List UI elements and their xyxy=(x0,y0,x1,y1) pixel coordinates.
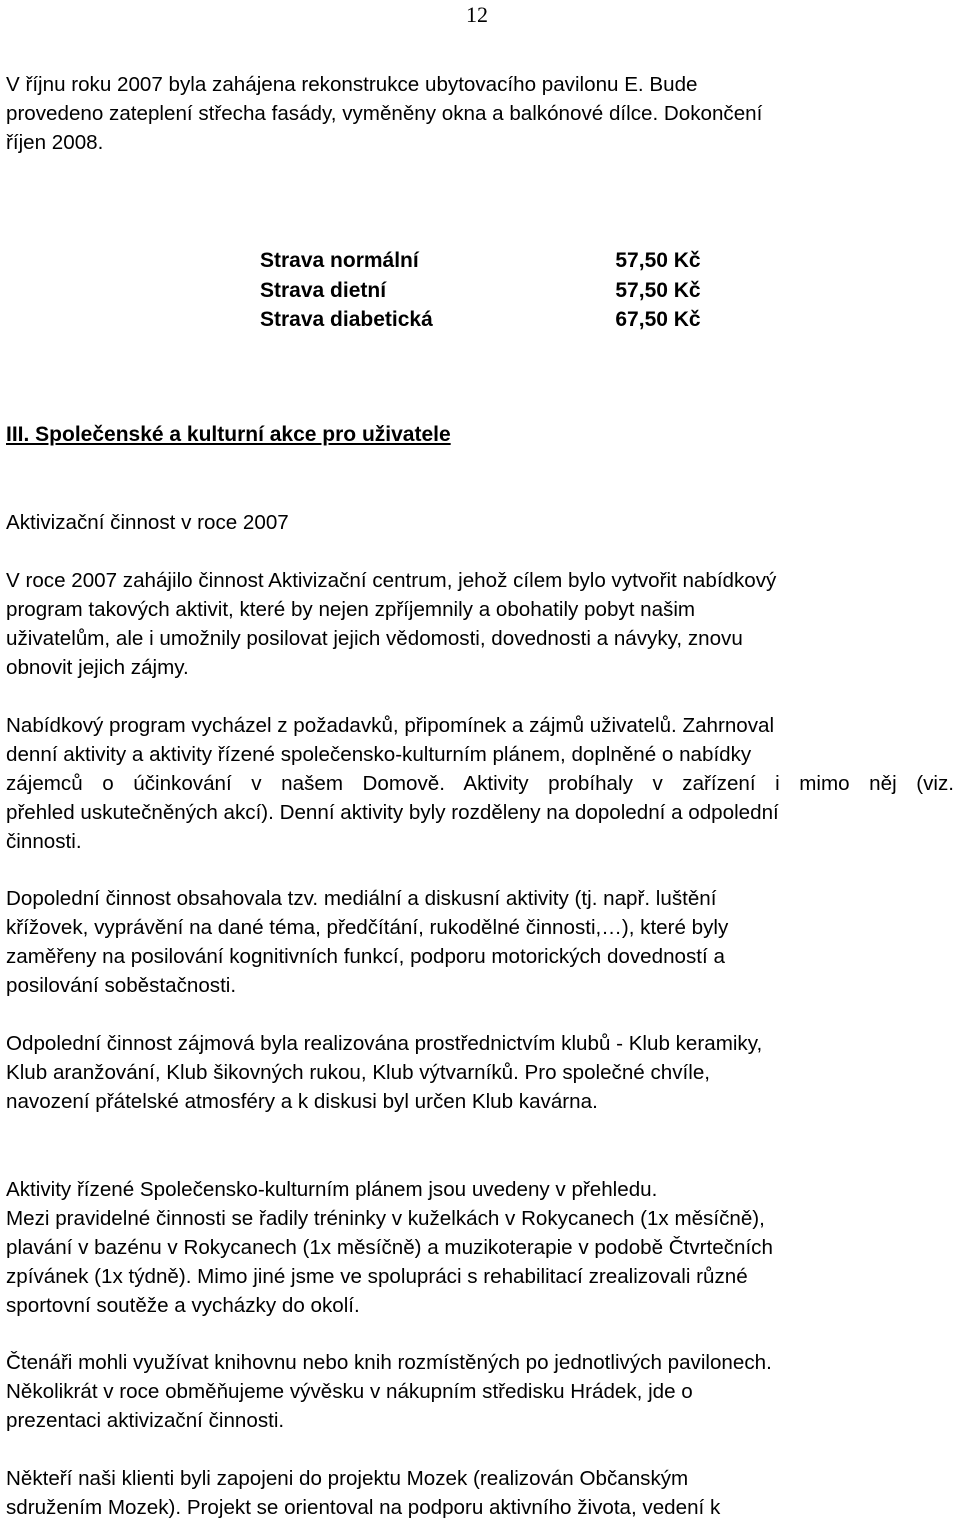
text-line: Klub aranžování, Klub šikovných rukou, Klub výtvarníků. Pro společné chvíle, xyxy=(6,1061,710,1084)
text-line: navození přátelské atmosféry a k diskusi byl určen Klub kavárna. xyxy=(6,1090,598,1113)
section-heading: III. Společenské a kulturní akce pro uživatele xyxy=(6,423,451,446)
text-line: Dopolední činnost obsahovala tzv. mediální a diskusní aktivity (tj. např. luštění xyxy=(6,887,717,910)
meal-price: 57,50 Kč xyxy=(615,249,701,272)
meal-price: 57,50 Kč xyxy=(615,278,701,302)
text-line: Odpolední činnost zájmová byla realizována prostřednictvím klubů - Klub keramiky, xyxy=(6,1032,763,1055)
text-line: uživatelům, ale i umožnily posilovat jejich vědomosti, dovednosti a návyky, znovu xyxy=(6,627,743,650)
text-line: plavání v bazénu v Rokycanech (1x měsíčně) a muzikoterapie v podobě Čtvrtečních xyxy=(6,1236,773,1259)
text-line: zpívánek (1x týdně). Mimo jiné jsme ve spolupráci s rehabilitací zrealizovali různé xyxy=(6,1265,748,1288)
paragraph-offer-program xyxy=(6,711,954,856)
text-line: posilování soběstačnosti. xyxy=(6,974,237,997)
page-number: 12 xyxy=(466,2,488,27)
text-line: křížovek, vyprávění na dané téma, předčítání, rukodělné činnosti,…), které byly xyxy=(6,916,729,939)
text-line: denní aktivity a aktivity řízené společensko-kulturním plánem, doplněné o nabídky xyxy=(6,743,752,766)
meal-row xyxy=(260,246,718,276)
paragraph-afternoon-clubs xyxy=(6,1029,954,1116)
text-line: Několikrát v roce obměňujeme vývěsku v nákupním středisku Hrádek, jde o xyxy=(6,1380,693,1403)
meal-row xyxy=(260,305,718,335)
paragraph-morning-activities xyxy=(6,884,954,1000)
text-line: Aktivity řízené Společensko-kulturním plánem jsou uvedeny v přehledu. xyxy=(6,1178,658,1201)
intro-paragraph xyxy=(6,70,954,157)
text-line: přehled uskutečněných akcí). Denní aktivity byly rozděleny na dopolední a odpolední xyxy=(6,801,779,824)
paragraph-library xyxy=(6,1348,954,1435)
text-line: Mezi pravidelné činnosti se řadily tréninky v kuželkách v Rokycanech (1x měsíčně), xyxy=(6,1207,765,1230)
meal-name: Strava dietní xyxy=(260,278,387,302)
text-line: Nabídkový program vycházel z požadavků, připomínek a zájmů uživatelů. Zahrnoval xyxy=(6,714,775,737)
text-line: V roce 2007 zahájilo činnost Aktivizační centrum, jehož cílem bylo vytvořit nabídkový xyxy=(6,569,777,592)
meal-row xyxy=(260,276,718,306)
paragraph-mozek-project xyxy=(6,1464,954,1522)
line-text: V říjnu roku 2007 byla zahájena rekonstrukce ubytovacího pavilonu E. Bude xyxy=(6,73,698,96)
meal-name: Strava normální xyxy=(260,249,419,272)
text-line: zaměřeny na posilování kognitivních funkcí, podporu motorických dovedností a xyxy=(6,945,725,968)
paragraph-activation-centre xyxy=(6,566,954,682)
subheading: Aktivizační činnost v roce 2007 xyxy=(6,511,289,534)
text-line: program takových aktivit, které by nejen zpříjemnily a obohatily pobyt našim xyxy=(6,598,696,621)
meal-name: Strava diabetická xyxy=(260,308,433,331)
text-line: obnovit jejich zájmy. xyxy=(6,656,189,679)
text-line: Čtenáři mohli využívat knihovnu nebo knih rozmístěných po jednotlivých pavilonech. xyxy=(6,1351,772,1374)
text-line: provedeno zateplení střecha fasády, vyměněny okna a balkónové dílce. Dokončení xyxy=(6,102,763,125)
paragraph-regular-activities xyxy=(6,1175,954,1320)
meal-price-table xyxy=(260,246,718,335)
text-line: zájemců o účinkování v našem Domově. Aktivity probíhaly v zařízení i mimo něj (viz. xyxy=(6,772,954,795)
text-line: činnosti. xyxy=(6,830,82,853)
text-line: říjen 2008. xyxy=(6,131,104,154)
text-line xyxy=(6,70,954,99)
text-line: Někteří naši klienti byli zapojeni do projektu Mozek (realizován Občanským xyxy=(6,1467,689,1490)
meal-price: 67,50 Kč xyxy=(615,308,701,331)
text-line: prezentaci aktivizační činnosti. xyxy=(6,1409,285,1432)
text-line: sportovní soutěže a vycházky do okolí. xyxy=(6,1294,360,1317)
text-line: sdružením Mozek). Projekt se orientoval na podporu aktivního života, vedení k xyxy=(6,1496,721,1519)
